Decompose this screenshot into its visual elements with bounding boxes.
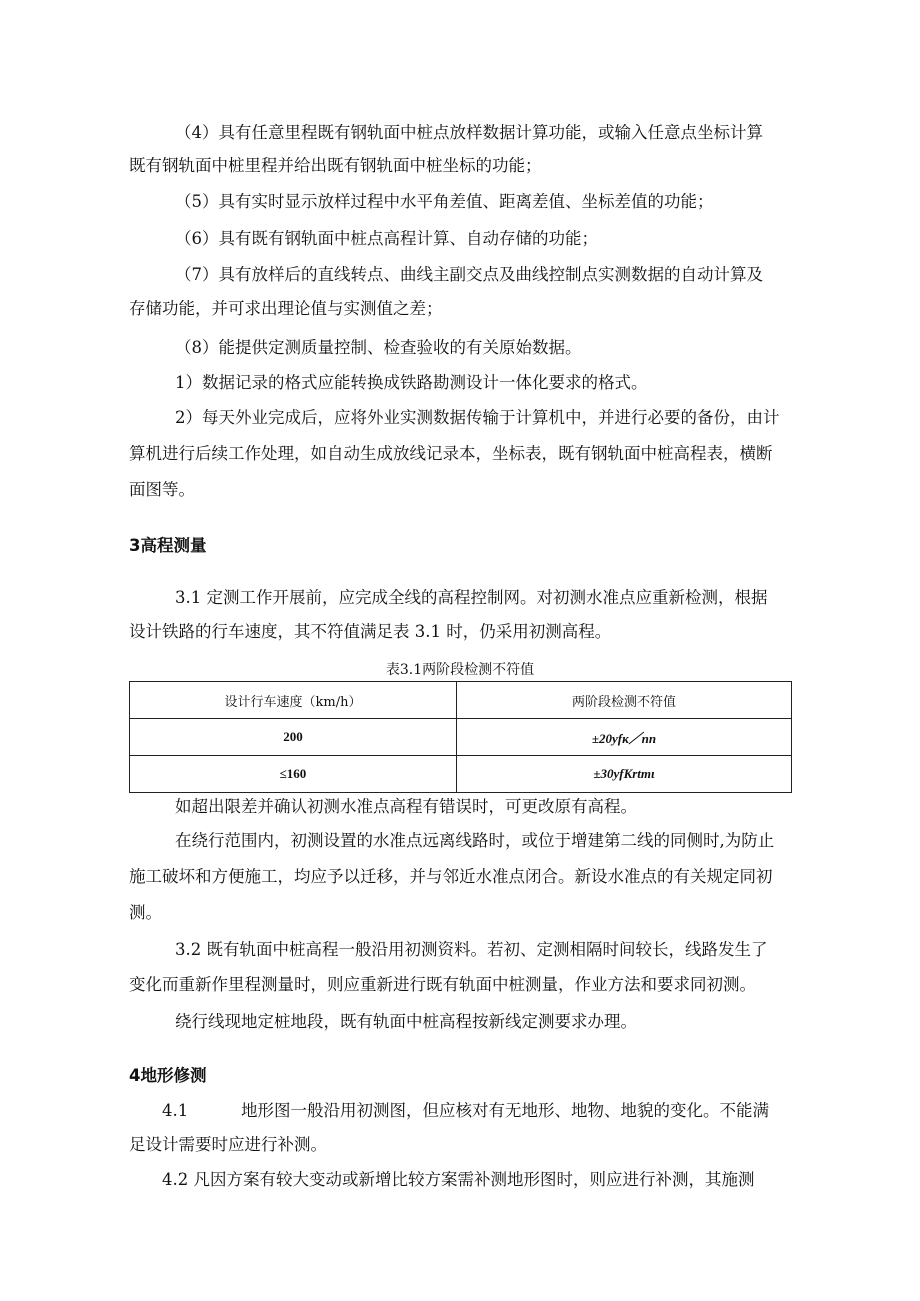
clause-4-1-number: 4.1: [162, 1101, 189, 1120]
table-row: [130, 719, 792, 756]
table-cell-tolerance: ±20yfк／nn: [457, 719, 792, 756]
note-2-line-1: 2）每天外业完成后，应将外业实测数据传输于计算机中，并进行必要的备份，由计: [175, 408, 780, 427]
section-4-heading: 4地形修测: [129, 1066, 207, 1085]
item-4-line-2: 既有钢轨面中桩里程并给出既有钢轨面中桩坐标的功能；: [129, 156, 542, 175]
note-2-line-3: 面图等。: [129, 480, 195, 499]
item-4-line-1: （4）具有任意里程既有钢轨面中桩点放样数据计算功能，或输入任意点坐标计算: [175, 123, 763, 142]
clause-3-1-line-2: 设计铁路的行车速度，其不符值满足表 3.1 时，仍采用初测高程。: [129, 622, 612, 641]
note-2-line-2: 算机进行后续工作处理，如自动生成放线记录本，坐标表，既有钢轨面中桩高程表，横断: [129, 444, 773, 463]
clause-4-2-line-1: 4.2 凡因方案有较大变动或新增比较方案需补测地形图时，则应进行补测，其施测: [162, 1170, 755, 1189]
table-cell-speed: ≤160: [130, 756, 457, 793]
table-header-row: [130, 682, 792, 719]
clause-3-2-line-1: 3.2 既有轨面中桩高程一般沿用初测资料。若初、定测相隔时间较长，线路发生了: [175, 940, 768, 959]
clause-4-1-line-1: 地形图一般沿用初测图，但应核对有无地形、地物、地貌的变化。不能满: [241, 1101, 769, 1120]
clause-4-1-line-2: 足设计需要时应进行补测。: [129, 1135, 327, 1154]
clause-3-1-line-1: 3.1 定测工作开展前，应完成全线的高程控制网。对初测水准点应重新检测，根据: [175, 588, 768, 607]
section-3-heading: 3高程测量: [129, 536, 207, 555]
item-6: （6）具有既有钢轨面中桩点高程计算、自动存储的功能；: [175, 229, 598, 248]
item-7-line-1: （7）具有放样后的直线转点、曲线主副交点及曲线控制点实测数据的自动计算及: [175, 265, 763, 284]
detour-line-3: 测。: [129, 903, 162, 922]
table-row: [130, 756, 792, 793]
detour-line-2: 施工破坏和方便施工，均应予以迁移，并与邻近水准点闭合。新设水准点的有关规定同初: [129, 867, 773, 886]
item-8: （8）能提供定测质量控制、检查验收的有关原始数据。: [175, 338, 582, 357]
tolerance-table: [129, 681, 792, 793]
table-caption: 表3.1两阶段检测不符值: [385, 662, 535, 678]
after-table-text: 如超出限差并确认初测水准点高程有错误时，可更改原有高程。: [175, 797, 637, 816]
clause-3-2-line-2: 变化而重新作里程测量时，则应重新进行既有轨面中桩测量，作业方法和要求同初测。: [129, 975, 756, 994]
detour-line-1: 在绕行范围内，初测设置的水准点远离线路时，或位于增建第二线的同侧时,为防止: [175, 831, 775, 850]
table-cell-speed: 200: [130, 719, 457, 756]
table-header-speed: 设计行车速度（km/h）: [130, 682, 457, 719]
note-1: 1）数据记录的格式应能转换成铁路勘测设计一体化要求的格式。: [175, 373, 648, 392]
item-5: （5）具有实时显示放样过程中水平角差值、距离差值、坐标差值的功能；: [175, 192, 714, 211]
table-header-tolerance: 两阶段检测不符值: [457, 682, 792, 719]
item-7-line-2: 存储功能，并可求出理论值与实测值之差；: [129, 299, 443, 318]
table-cell-tolerance: ±30yfKrtmι: [457, 756, 792, 793]
relocation-text: 绕行线现地定桩地段，既有轨面中桩高程按新线定测要求办理。: [175, 1012, 637, 1031]
